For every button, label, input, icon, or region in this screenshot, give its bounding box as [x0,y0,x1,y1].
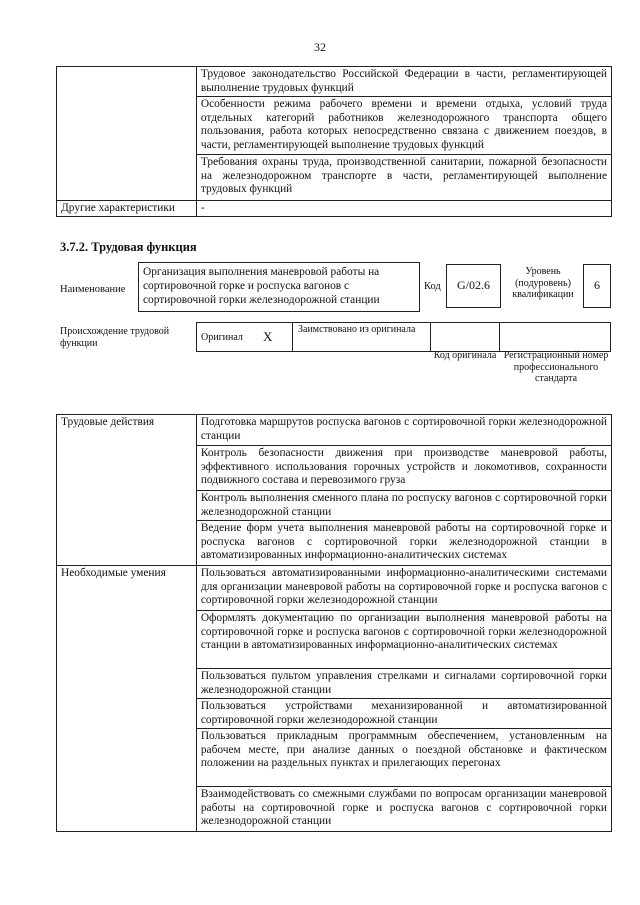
labor-actions-label: Трудовые действия [57,415,197,566]
level-value: 6 [583,264,611,308]
labor-action-item: Контроль выполнения сменного плана по роспуску вагонов с сортировочной горки железнодорожной станции [196,491,611,521]
skill-item: Оформлять документацию по организации выполнения маневровой работы на сортировочной горке и роспуска вагонов с сортировочной горки железнодорожной станции в автоматизированных информационно-аналитических системах [196,611,611,669]
name-label: Наименование [60,284,126,295]
knowledge-item: Трудовое законодательство Российской Федерации в части, регламентирующей выполнение трудовых функций [196,67,611,97]
function-name: Организация выполнения маневровой работы на сортировочной горке и роспуска вагонов с сортировочной горки железнодорожной станции [138,262,420,312]
skill-item: Пользоваться автоматизированными информационно-аналитическими системами для организации маневровой работы на сортировочной горке и роспуска вагонов с сортировочной горки железнодорожной станции [196,566,611,611]
knowledge-item: Требования охраны труда, производственной санитарии, пожарной безопасности на железнодорожном транспорте в части, регламентирующей выполнение трудовых функций [196,155,611,201]
page-number: 32 [314,40,326,54]
code-label: Код [424,281,441,292]
empty-label-cell [57,67,197,201]
other-characteristics-label: Другие характеристики [57,201,197,217]
other-characteristics-value: - [196,201,611,217]
labor-action-item: Контроль безопасности движения при производстве маневровой работы, эффективного использования горочных устройств и локомотивов, сохранности подвижного состава и перевозимого груза [196,446,611,491]
original-mark: X [263,329,273,344]
code-value: G/02.6 [446,264,501,308]
borrowed-label: Заимствовано из оригинала [298,324,416,335]
function-table [56,414,612,832]
skill-item: Взаимодействовать со смежными службами по вопросам организации маневровой работы на сортировочной горке и роспуска вагонов с сортировочной горки железнодорожной станции [196,787,611,832]
registration-label: Регистрационный номер профессионального стандарта [503,350,609,384]
required-skills-label: Необходимые умения [57,566,197,832]
section-title: 3.7.2. Трудовая функция [60,240,197,254]
labor-action-item: Подготовка маршрутов роспуска вагонов с сортировочной горки железнодорожной станции [196,415,611,446]
skill-item: Пользоваться устройствами механизированной и автоматизированной сортировочной горки железнодорожной станции [196,699,611,729]
registration-box [499,322,611,352]
origin-label: Происхождение трудовой функции [60,326,170,349]
knowledge-table [56,66,612,217]
knowledge-item: Особенности режима рабочего времени и времени отдыха, условий труда отдельных категорий работников железнодорожного транспорта общего пользования, работа которых непосредственно связана с движением поездов, в части, регламентирующей выполнение трудовых функций [196,97,611,155]
skill-item: Пользоваться пультом управления стрелками и сигналами сортировочной горки железнодорожной станции [196,669,611,699]
original-label: Оригинал [201,332,243,343]
labor-action-item: Ведение форм учета выполнения маневровой работы на сортировочной горке и роспуска вагонов с сортировочной горки железнодорожной станции в автоматизированных информационно-аналитических системах [196,521,611,566]
skill-item: Пользоваться прикладным программным обеспечением, установленным на рабочем месте, при анализе данных о поездной обстановке и фактическом положении на раздельных пунктах и прилегающих перегонах [196,729,611,787]
code-original-label: Код оригинала [433,350,497,361]
code-original-box [430,322,500,352]
level-label: Уровень (подуровень) квалификации [512,266,574,300]
